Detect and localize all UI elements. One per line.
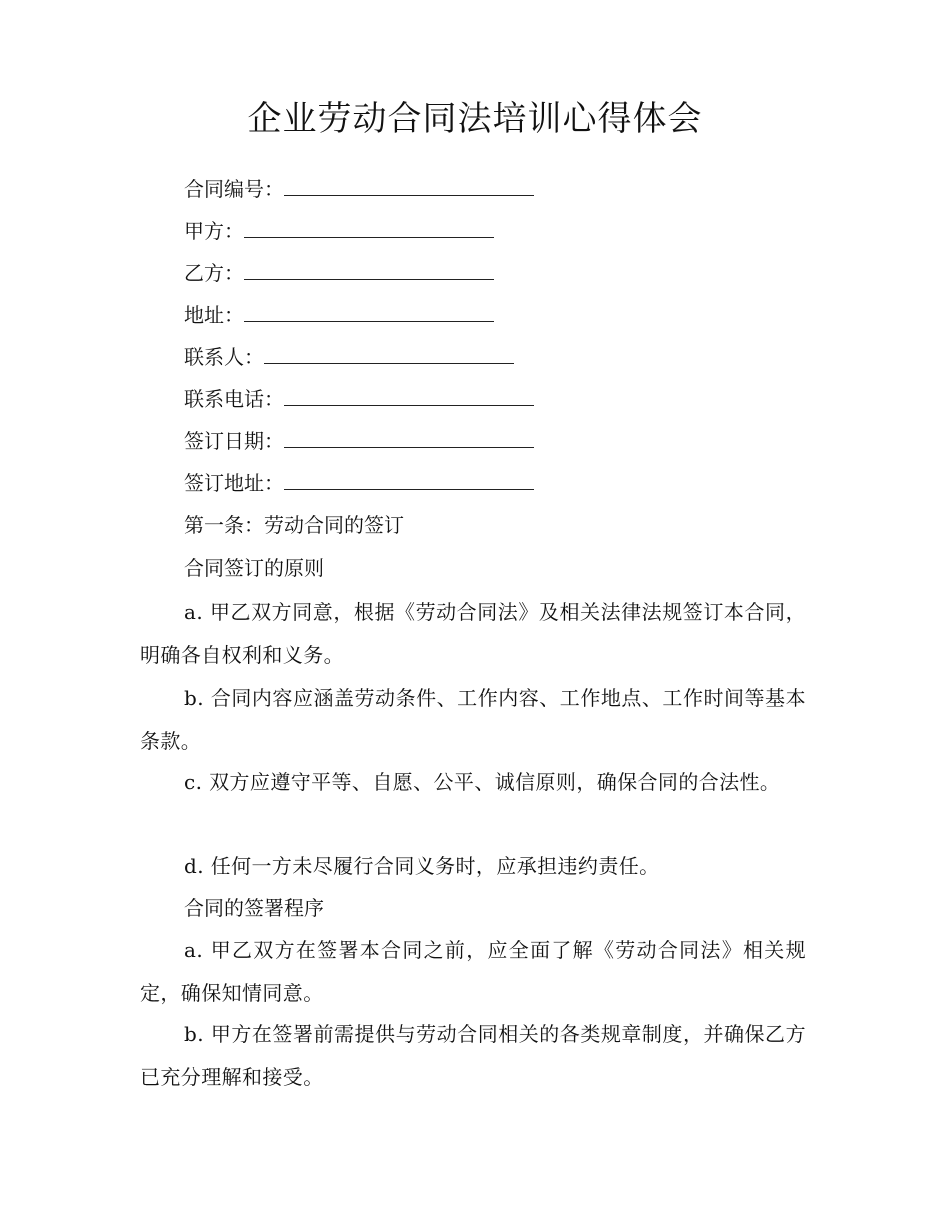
principle-item-a: a. 甲乙双方同意，根据《劳动合同法》及相关法律法规签订本合同，明确各自权利和义务。 bbox=[140, 600, 806, 667]
section-principles-heading: 合同签订的原则 bbox=[184, 556, 324, 580]
field-label: 联系人： bbox=[184, 345, 264, 369]
field-label: 签订日期： bbox=[184, 429, 284, 453]
field-label: 签订地址： bbox=[184, 471, 284, 495]
section-procedure-heading: 合同的签署程序 bbox=[184, 896, 324, 920]
principle-item-b: b. 合同内容应涵盖劳动条件、工作内容、工作地点、工作时间等基本条款。 bbox=[140, 686, 806, 753]
field-label: 合同编号： bbox=[184, 177, 284, 201]
blank-line bbox=[264, 345, 514, 364]
field-label: 地址： bbox=[184, 303, 244, 327]
document-title: 企业劳动合同法培训心得体会 bbox=[247, 99, 703, 139]
field-contract-number bbox=[184, 174, 534, 204]
field-label: 甲方： bbox=[184, 219, 244, 243]
field-label: 联系电话： bbox=[184, 387, 284, 411]
field-party-b bbox=[184, 258, 494, 288]
field-signing-date bbox=[184, 426, 534, 456]
field-address bbox=[184, 300, 494, 330]
principle-item-c: c. 双方应遵守平等、自愿、公平、诚信原则，确保合同的合法性。 bbox=[184, 770, 781, 794]
procedure-item-b: b. 甲方在签署前需提供与劳动合同相关的各类规章制度，并确保乙方已充分理解和接受。 bbox=[140, 1022, 806, 1089]
field-contact-person bbox=[184, 342, 514, 372]
blank-line bbox=[284, 387, 534, 406]
procedure-item-a: a. 甲乙双方在签署本合同之前，应全面了解《劳动合同法》相关规定，确保知情同意。 bbox=[140, 938, 806, 1005]
blank-line bbox=[284, 429, 534, 448]
blank-line bbox=[284, 177, 534, 196]
blank-line bbox=[284, 471, 534, 490]
field-contact-phone bbox=[184, 384, 534, 414]
article-1-heading: 第一条：劳动合同的签订 bbox=[184, 513, 404, 537]
principle-item-d: d. 任何一方未尽履行合同义务时，应承担违约责任。 bbox=[184, 854, 660, 878]
field-label: 乙方： bbox=[184, 261, 244, 285]
field-party-a bbox=[184, 216, 494, 246]
field-signing-address bbox=[184, 468, 534, 498]
blank-line bbox=[244, 303, 494, 322]
blank-line bbox=[244, 261, 494, 280]
blank-line bbox=[244, 219, 494, 238]
